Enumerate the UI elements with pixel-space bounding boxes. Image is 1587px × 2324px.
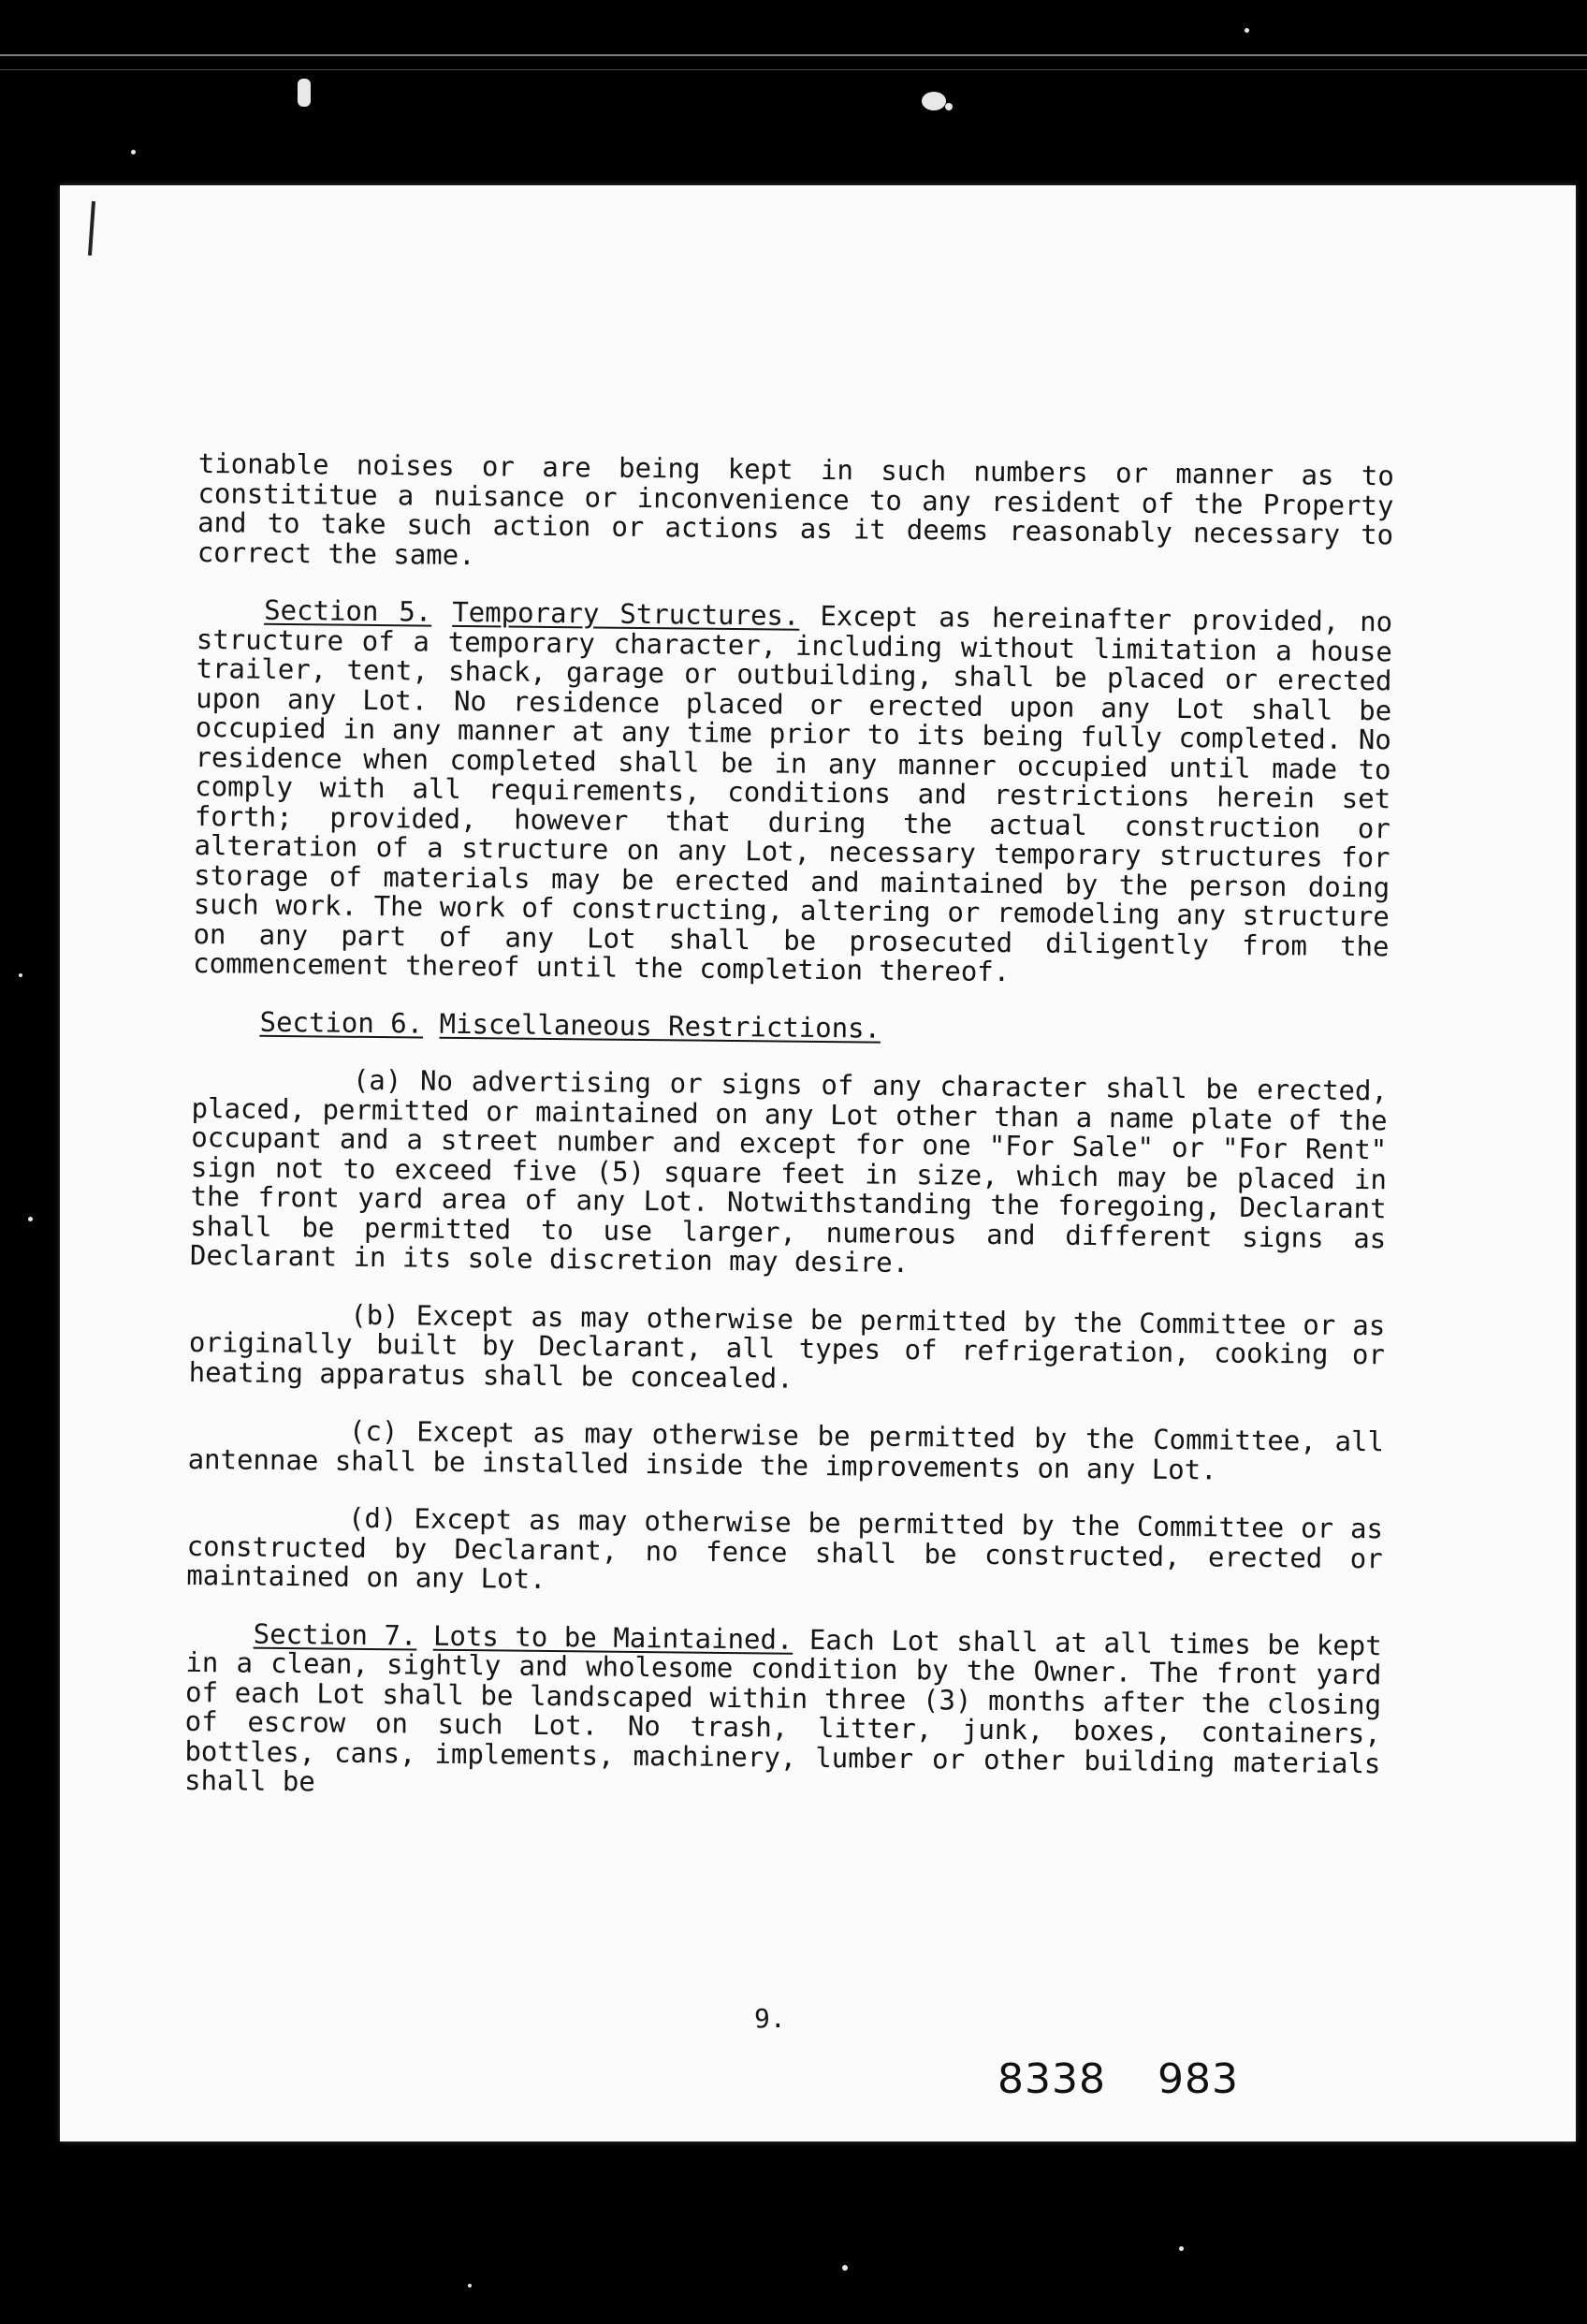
scan-artifact-speck (28, 1217, 33, 1221)
scan-artifact-speck (298, 79, 311, 107)
scan-artifact-speck (922, 92, 946, 110)
page-number: 9. (754, 2003, 786, 2034)
paragraph-continuation: tionable noises or are being kept in such numbers or manner as to constititue a nuisance or inconvenience to any resident of the Property and to take such action or actions as it deems reasonably necessary to correct the same. (197, 447, 1394, 571)
section-5 (193, 595, 1392, 991)
section-6c: (c) Except as may otherwise be permitted by the Committee, all antennae shall be installed inside the improvements on any Lot. (187, 1414, 1385, 1485)
section-5-label: Section 5. (264, 593, 432, 628)
document-body (184, 449, 1394, 1808)
section-7-label: Section 7. (253, 1617, 417, 1652)
section-6-label: Section 6. (259, 1005, 424, 1040)
scan-artifact-speck (945, 103, 953, 110)
section-7-body: Each Lot shall at all times be kept in a clean, sightly and wholesome condition by the Owner. The front yard of each Lot shall be landscaped within three (3) months after the closing of escrow on such Lot. No trash, litter, junk, boxes, containers, bottles, cans, implements, machinery, lumber or other building materials shall be (183, 1623, 1382, 1798)
scan-artifact-line (0, 69, 1587, 70)
scan-artifact-line (0, 54, 1587, 56)
section-6d: (d) Except as may otherwise be permitted by the Committee or as constructed by Declarant, no fence shall be constructed, erected or maintained on any Lot. (186, 1501, 1384, 1595)
scan-artifact-speck (131, 150, 136, 154)
scan-artifact-speck (1179, 2246, 1184, 2251)
section-6a: (a) No advertising or signs of any character shall be erected, placed, permitted or maintained on any Lot other than a name plate of the occupant and a street number and except for one "For Sale" or "For Rent" sign not to exceed five (5) square feet in size, which may be placed in the front yard area of any Lot. Notwithstanding the foregoing, Declarant shall be permitted to use larger, numerous and different signs as Declarant in its sole discretion may desire. (189, 1063, 1389, 1279)
scan-artifact-speck (1245, 28, 1249, 33)
section-7-title: Lots to be Maintained. (432, 1619, 794, 1656)
scan-artifact-speck (19, 973, 22, 977)
section-6-title: Miscellaneous Restrictions. (439, 1007, 881, 1045)
scan-artifact-speck (842, 2265, 848, 2271)
section-7 (184, 1618, 1382, 1807)
section-6b: (b) Except as may otherwise be permitted by the Committee or as originally built by Declarant, all types of refrigeration, cooking or heating apparatus shall be concealed. (188, 1298, 1386, 1395)
section-5-title: Temporary Structures. (452, 595, 800, 632)
scan-artifact-speck (468, 2284, 472, 2287)
section-5-body: Except as hereinafter provided, no structure of a temporary character, including without limitation a house trailer, tent, shack, garage or outbuilding, shall be placed or erected upon any Lot. No residence placed or erected upon any Lot shall be occupied in any manner at any time prior to its being fully completed. No residence when completed shall be in any manner occupied until made to comply with all requirements, conditions and restrictions herein set forth; provided, however that during the actual construction or alteration of a structure on any Lot, necessary temporary structures for storage of materials may be erected and maintained by the person doing such work. The work of constructing, altering or remodeling any structure on any part of any Lot shall be prosecuted diligently from the commencement thereof until the completion thereof. (193, 599, 1393, 988)
section-6-heading (192, 1006, 1388, 1048)
recording-number: 8338 983 (997, 2055, 1239, 2103)
